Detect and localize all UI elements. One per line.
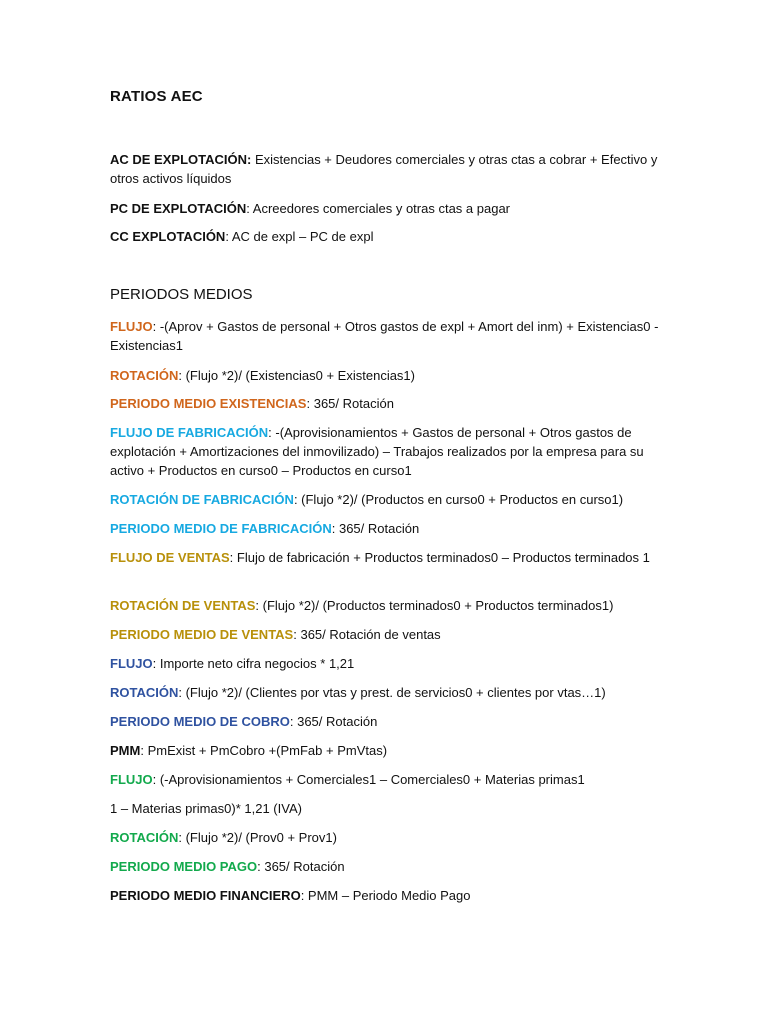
paragraph-pm-financiero (110, 886, 670, 905)
paragraph-flujo-existencias (110, 317, 670, 355)
paragraph-pm-cobro (110, 712, 670, 731)
text-cc-explotacion: : AC de expl – PC de expl (225, 229, 374, 244)
paragraph-flujo-ventas (110, 548, 670, 567)
paragraph-rotacion-fabricacion (110, 490, 670, 509)
text-flujo-ventas: : Flujo de fabricación + Productos terminados0 – Productos terminados 1 (229, 550, 650, 565)
paragraph-pm-fabricacion (110, 519, 670, 538)
text-pm-ventas: : 365/ Rotación de ventas (293, 627, 441, 642)
paragraph-pm-existencias (110, 394, 670, 413)
text-rotacion-ventas: : (Flujo *2)/ (Productos terminados0 + Productos terminados1) (255, 598, 614, 613)
paragraph-flujo-cobro (110, 654, 670, 673)
label-rotacion-pago: ROTACIÓN (110, 830, 179, 845)
label-rotacion-cobro: ROTACIÓN (110, 685, 179, 700)
label-flujo-pago: FLUJO (110, 772, 153, 787)
paragraph-pmm (110, 741, 670, 760)
text-rotacion-pago: : (Flujo *2)/ (Prov0 + Prov1) (178, 830, 337, 845)
label-rotacion-ventas: ROTACIÓN DE VENTAS (110, 598, 256, 613)
label-pm-cobro: PERIODO MEDIO DE COBRO (110, 714, 290, 729)
text-ac-explotacion: Existencias + Deudores comerciales y otras ctas a cobrar + Efectivo y otros activos líquidos (110, 152, 658, 186)
label-pm-ventas: PERIODO MEDIO DE VENTAS (110, 627, 294, 642)
label-pmm: PMM (110, 743, 141, 758)
label-pm-existencias: PERIODO MEDIO EXISTENCIAS (110, 396, 307, 411)
label-rotacion-existencias: ROTACIÓN (110, 368, 179, 383)
paragraph-pm-pago (110, 857, 670, 876)
label-flujo-fabricacion: FLUJO DE FABRICACIÓN (110, 425, 269, 440)
text-pm-pago: : 365/ Rotación (257, 859, 345, 874)
paragraph-rotacion-ventas (110, 596, 670, 615)
paragraph-rotacion-pago (110, 828, 670, 847)
text-flujo-existencias: : -(Aprov + Gastos de personal + Otros gastos de expl + Amort del inm) + Existencias0 - Existencias1 (110, 319, 659, 353)
text-flujo-fabricacion: : -(Aprovisionamientos + Gastos de personal + Otros gastos de explotación + Amortizaciones del inmovilizado) – Trabajos realizados por la empresa para su activo + Productos en curso0 – Productos en curso1 (110, 425, 644, 478)
paragraph-flujo-fabricacion (110, 423, 670, 480)
label-pm-financiero: PERIODO MEDIO FINANCIERO (110, 888, 301, 903)
paragraph-flujo-pago-continued (110, 799, 670, 818)
label-ac-explotacion: AC DE EXPLOTACIÓN: (110, 152, 252, 167)
document-title: RATIOS AEC (110, 88, 203, 105)
label-rotacion-fabricacion: ROTACIÓN DE FABRICACIÓN (110, 492, 294, 507)
label-cc-explotacion: CC EXPLOTACIÓN (110, 229, 226, 244)
text-flujo-cobro: : Importe neto cifra negocios * 1,21 (152, 656, 355, 671)
text-rotacion-existencias: : (Flujo *2)/ (Existencias0 + Existencias1) (178, 368, 415, 383)
paragraph-flujo-pago (110, 770, 670, 789)
label-pm-pago: PERIODO MEDIO PAGO (110, 859, 258, 874)
label-pc-explotacion: PC DE EXPLOTACIÓN (110, 201, 247, 216)
label-flujo-cobro: FLUJO (110, 656, 153, 671)
paragraph-cc-explotacion (110, 227, 670, 246)
section-title-periodos: PERIODOS MEDIOS (110, 286, 253, 303)
label-flujo-existencias: FLUJO (110, 319, 153, 334)
label-flujo-ventas: FLUJO DE VENTAS (110, 550, 230, 565)
text-flujo-pago: : (-Aprovisionamientos + Comerciales1 – Comerciales0 + Materias primas1 (152, 772, 585, 787)
text-pm-cobro: : 365/ Rotación (289, 714, 378, 729)
text-pm-existencias: : 365/ Rotación (306, 396, 394, 411)
paragraph-rotacion-cobro (110, 683, 670, 702)
paragraph-pc-explotacion (110, 199, 670, 218)
text-pmm: : PmExist + PmCobro +(PmFab + PmVtas) (140, 743, 388, 758)
text-flujo-pago-continued: 1 – Materias primas0)* 1,21 (IVA) (110, 801, 302, 816)
paragraph-pm-ventas (110, 625, 670, 644)
label-pm-fabricacion: PERIODO MEDIO DE FABRICACIÓN (110, 521, 332, 536)
text-pc-explotacion: : Acreedores comerciales y otras ctas a pagar (246, 201, 511, 216)
text-rotacion-fabricacion: : (Flujo *2)/ (Productos en curso0 + Productos en curso1) (293, 492, 624, 507)
paragraph-rotacion-existencias (110, 366, 670, 385)
paragraph-ac-explotacion (110, 150, 670, 188)
text-pm-fabricacion: : 365/ Rotación (331, 521, 420, 536)
text-rotacion-cobro: : (Flujo *2)/ (Clientes por vtas y prest. de servicios0 + clientes por vtas…1) (178, 685, 606, 700)
text-pm-financiero: : PMM – Periodo Medio Pago (300, 888, 471, 903)
